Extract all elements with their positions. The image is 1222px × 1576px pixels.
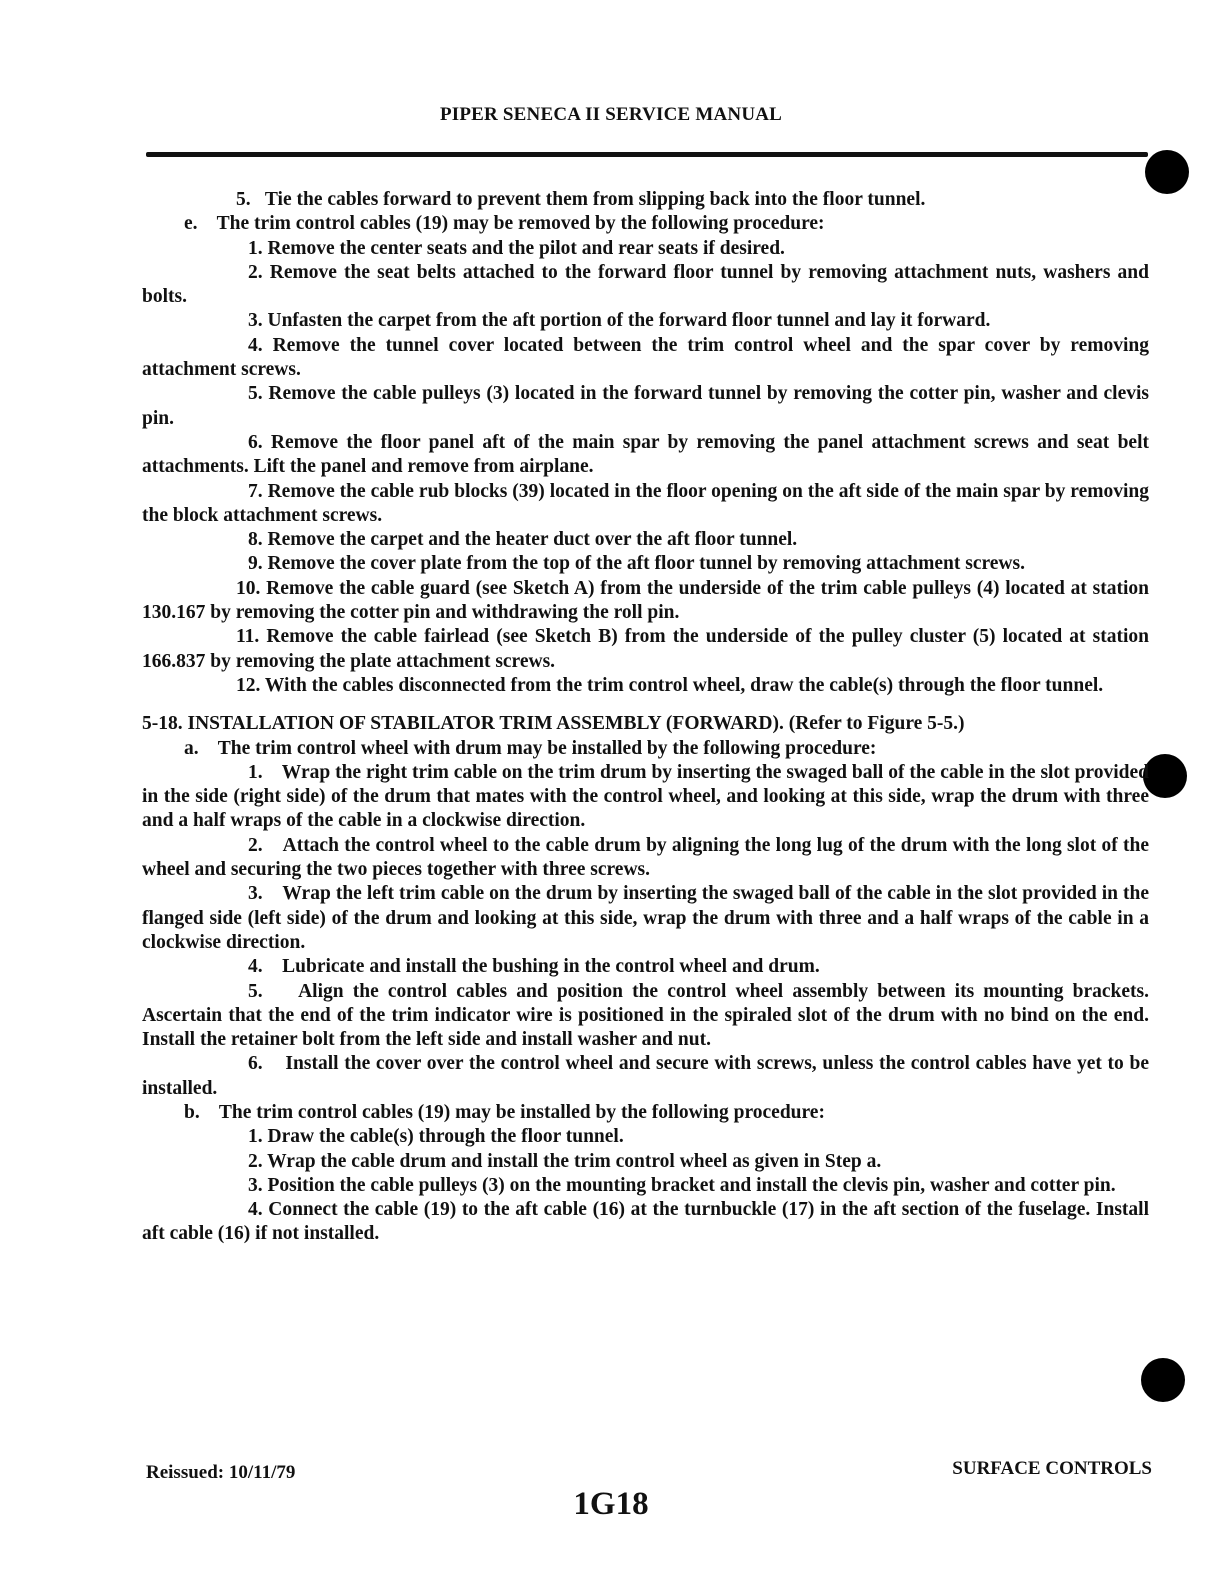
header-rule [146, 152, 1148, 157]
substep-heading: b. The trim control cables (19) may be installed by the following procedure: [184, 1101, 825, 1123]
step-text: 1. Wrap the right trim cable on the trim drum by inserting the swaged ball of the cable in the slot provided in the side (right side) of the drum that mates with the control wheel, and looking at this side, wrap the drum with three and a half wraps of the cable in a clockwise direction. [142, 761, 1149, 832]
step-text: 1. Remove the center seats and the pilot and rear seats if desired. [248, 237, 785, 259]
step-text: 12. With the cables disconnected from the trim control wheel, draw the cable(s) through the floor tunnel. [236, 674, 1104, 696]
binder-hole-middle [1143, 754, 1187, 798]
step-text: 9. Remove the cover plate from the top of the aft floor tunnel by removing attachment screws. [248, 553, 1025, 575]
footer-section-title: SURFACE CONTROLS [952, 1458, 1152, 1479]
page-number: 1G18 [573, 1486, 649, 1522]
substep-heading: a. The trim control wheel with drum may be installed by the following procedure: [184, 737, 877, 759]
step-text: 1. Draw the cable(s) through the floor tunnel. [248, 1126, 624, 1148]
binder-hole-bottom [1141, 1358, 1185, 1402]
step-text: 2. Remove the seat belts attached to the forward floor tunnel by removing attachment nuts, washers and bolts. [142, 261, 1149, 308]
page-header-title: PIPER SENECA II SERVICE MANUAL [439, 104, 783, 125]
step-text: 2. Attach the control wheel to the cable drum by aligning the long lug of the drum with the long slot of the wheel and securing the two pieces together with three screws. [142, 834, 1149, 881]
step-text: 6. Remove the floor panel aft of the main spar by removing the panel attachment screws and seat belt attachments. Lift the panel and remove from airplane. [142, 431, 1149, 478]
step-text: 7. Remove the cable rub blocks (39) located in the floor opening on the aft side of the main spar by removing the block attachment screws. [142, 480, 1149, 526]
step-text: 6. Install the cover over the control wheel and secure with screws, unless the control cables have yet to be installed. [142, 1053, 1149, 1099]
step-text: 5. Align the control cables and position the control wheel assembly between its mounting brackets. Ascertain that the end of the trim indicator wire is positioned in the spiraled slot of the drum with no bind on the end. Install the retainer bolt from the left side and install washer and nut. [142, 980, 1149, 1051]
step-text: 4. Connect the cable (19) to the aft cable (16) at the turnbuckle (17) in the aft section of the fuselage. Install aft cable (16) if not installed. [142, 1199, 1149, 1245]
section-heading: 5-18. INSTALLATION OF STABILATOR TRIM ASSEMBLY (FORWARD). (Refer to Figure 5-5.) [142, 713, 965, 735]
step-text: 5. Remove the cable pulleys (3) located in the forward tunnel by removing the cotter pin, washer and clevis pin. [142, 383, 1149, 429]
step-text: 10. Remove the cable guard (see Sketch A) from the underside of the trim cable pulleys (4) located at station 130.167 by removing the cotter pin and withdrawing the roll pin. [142, 577, 1149, 624]
step-text: 5. Tie the cables forward to prevent them from slipping back into the floor tunnel. [236, 189, 926, 210]
footer-reissued-date: Reissued: 10/11/79 [146, 1462, 296, 1483]
step-text: 3. Position the cable pulleys (3) on the mounting bracket and install the clevis pin, washer and cotter pin. [248, 1174, 1116, 1196]
substep-heading: e. The trim control cables (19) may be removed by the following procedure: [184, 213, 825, 235]
step-text: 3. Unfasten the carpet from the aft portion of the forward floor tunnel and lay it forward. [248, 310, 991, 332]
step-text: 4. Remove the tunnel cover located between the trim control wheel and the spar cover by removing attachment screws. [142, 334, 1149, 381]
binder-hole-top [1145, 150, 1189, 194]
step-text: 3. Wrap the left trim cable on the drum by inserting the swaged ball of the cable in the slot provided in the flanged side (left side) of the drum and looking at this side, wrap the drum with three and a half wraps of the cable in a clockwise direction. [142, 883, 1149, 953]
step-text: 8. Remove the carpet and the heater duct over the aft floor tunnel. [248, 529, 798, 551]
step-text: 11. Remove the cable fairlead (see Sketch B) from the underside of the pulley cluster (5) located at station 166.837 by removing the plate attachment screws. [142, 626, 1149, 672]
step-text: 4. Lubricate and install the bushing in the control wheel and drum. [248, 956, 820, 978]
manual-body [142, 188, 1149, 1247]
step-text: 2. Wrap the cable drum and install the trim control wheel as given in Step a. [248, 1150, 882, 1172]
